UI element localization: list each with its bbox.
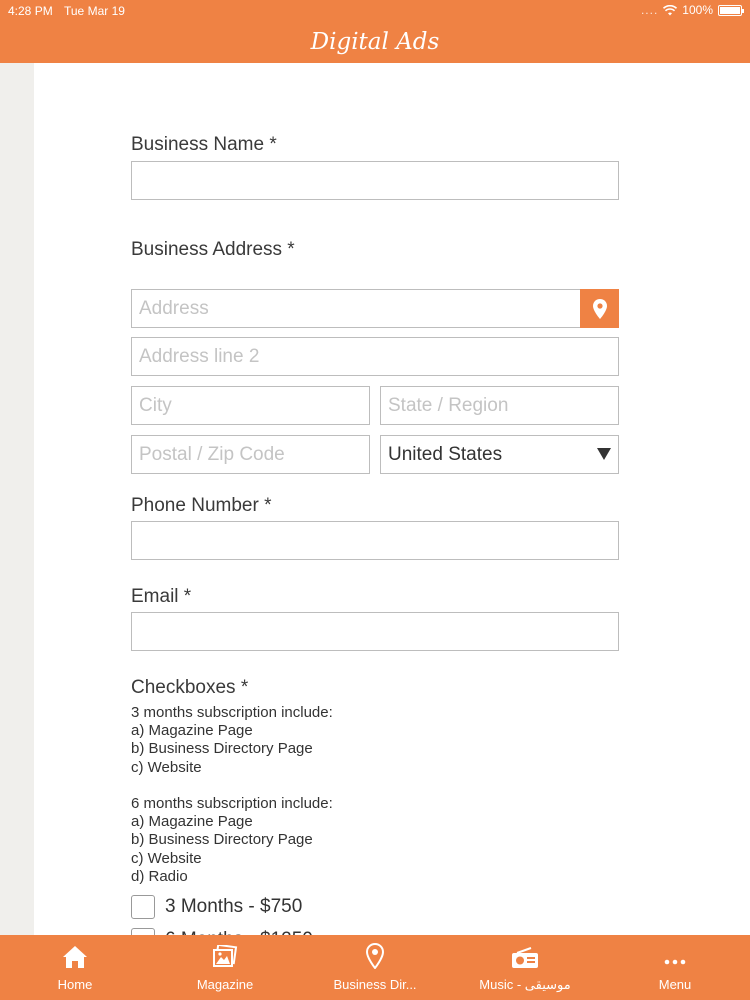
tab-menu[interactable] (600, 935, 750, 1000)
left-gutter (0, 63, 34, 935)
tab-business-directory-label: Business Dir... (333, 977, 417, 992)
battery-icon (718, 5, 742, 16)
address-placeholder: Address (139, 297, 209, 319)
status-right (641, 3, 742, 17)
magazine-icon (212, 945, 238, 969)
tab-music[interactable] (450, 935, 600, 1000)
state-placeholder: State / Region (388, 394, 509, 416)
tab-music-label: Music - موسيقى (479, 977, 571, 992)
tab-home-label: Home (57, 977, 93, 992)
checkboxes-label: Checkboxes * (131, 677, 249, 698)
business-name-input[interactable] (131, 161, 619, 200)
status-time: 4:28 PM (8, 4, 53, 18)
phone-input[interactable] (131, 521, 619, 560)
bottom-tab-bar (0, 935, 750, 1000)
tab-home[interactable] (0, 935, 150, 1000)
location-pin-icon (593, 299, 607, 319)
address-line2-placeholder: Address line 2 (139, 345, 260, 367)
address-line2-input[interactable] (131, 337, 619, 376)
subscription-3-description: 3 months subscription include: a) Magazine Page b) Business Directory Page c) Website (131, 704, 333, 776)
more-icon (664, 955, 686, 969)
status-bar (0, 0, 750, 22)
state-input[interactable] (380, 386, 619, 425)
battery-percent: 100% (682, 3, 713, 17)
business-address-label: Business Address * (131, 239, 295, 260)
email-label: Email * (131, 586, 192, 607)
tab-menu-label: Menu (658, 977, 692, 992)
location-pin-icon (366, 943, 384, 969)
tab-magazine[interactable] (150, 935, 300, 1000)
address-input[interactable] (131, 289, 581, 328)
business-name-label: Business Name * (131, 134, 277, 155)
option-3-months[interactable] (131, 895, 302, 919)
home-icon (62, 945, 88, 969)
locate-address-button[interactable] (580, 289, 619, 328)
zip-input[interactable] (131, 435, 370, 474)
app-title: Digital Ads (0, 22, 750, 63)
country-select[interactable] (380, 435, 619, 474)
city-placeholder: City (139, 394, 172, 416)
tab-magazine-label: Magazine (196, 977, 254, 992)
phone-label: Phone Number * (131, 495, 272, 516)
dropdown-arrow-icon (597, 448, 611, 460)
zip-placeholder: Postal / Zip Code (139, 443, 285, 465)
wifi-icon (663, 5, 677, 16)
status-date: Tue Mar 19 (64, 4, 125, 18)
country-value: United States (388, 443, 503, 465)
checkbox-3-months[interactable] (131, 895, 155, 919)
subscription-6-description: 6 months subscription include: a) Magazine Page b) Business Directory Page c) Website d) Radio (131, 795, 333, 885)
city-input[interactable] (131, 386, 370, 425)
option-3-months-label: 3 Months - $750 (165, 896, 303, 917)
email-input[interactable] (131, 612, 619, 651)
radio-icon (511, 947, 539, 969)
signal-dots: .... (640, 3, 659, 17)
tab-business-directory[interactable] (300, 935, 450, 1000)
